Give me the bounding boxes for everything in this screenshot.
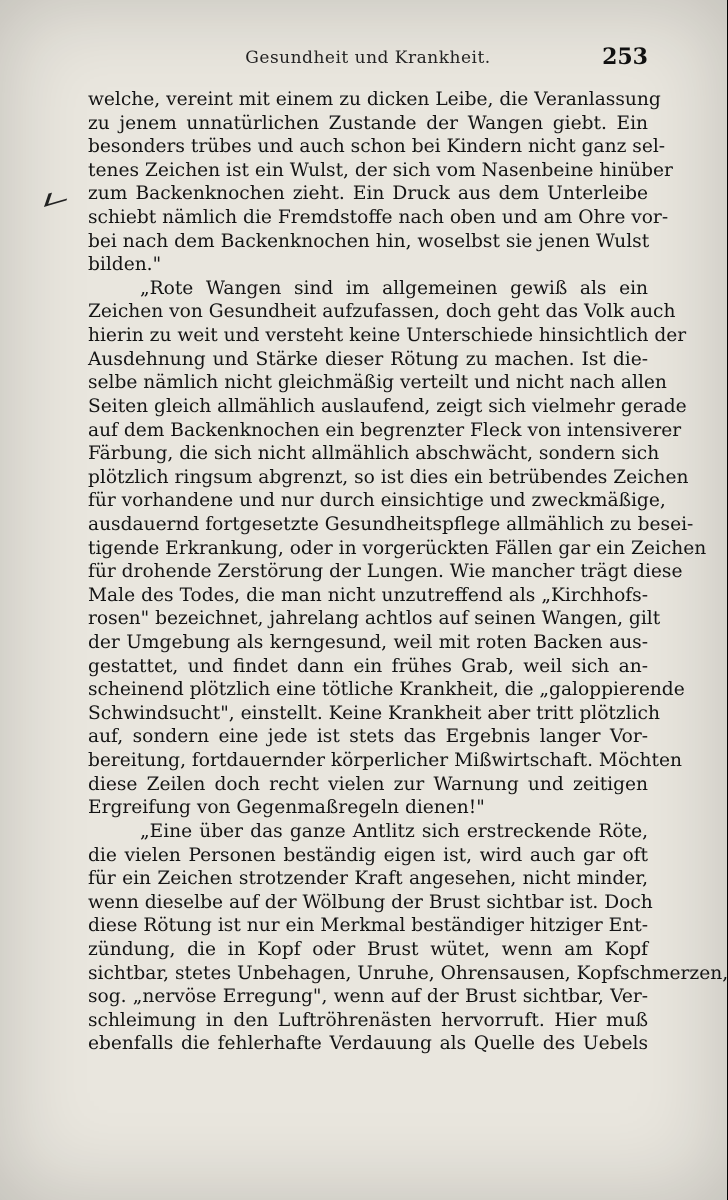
text-line: Ausdehnung und Stärke dieser Rötung zu machen. Ist die-: [88, 348, 648, 370]
text-line: diese Zeilen doch recht vielen zur Warnung und zeitigen: [88, 773, 648, 795]
page-header: [88, 44, 648, 74]
text-line: wenn dieselbe auf der Wölbung der Brust sichtbar ist. Doch: [88, 891, 653, 913]
text-line: welche, vereint mit einem zu dicken Leibe, die Veranlassung: [88, 89, 661, 110]
text-line: die vielen Personen beständig eigen ist, wird auch gar oft: [88, 844, 648, 866]
text-line: der Umgebung als kerngesund, weil mit roten Backen aus-: [88, 632, 648, 654]
text-line: Zeichen von Gesundheit aufzufassen, doch geht das Volk auch: [88, 301, 676, 323]
text-line: Schwindsucht", einstellt. Keine Krankheit aber tritt plötzlich: [88, 702, 660, 724]
text-line: Male des Todes, die man nicht unzutreffend als „Kirchhofs-: [88, 584, 648, 606]
text-line: sichtbar, stetes Unbehagen, Unruhe, Ohrensausen, Kopfschmerzen,: [88, 962, 728, 984]
text-line: Ergreifung von Gegenmaßregeln dienen!": [88, 797, 485, 819]
text-line: bereitung, fortdauernder körperlicher Mißwirtschaft. Möchten: [88, 750, 682, 772]
text-line: tenes Zeichen ist ein Wulst, der sich vom Nasenbeine hinüber: [88, 159, 673, 181]
text-line: tigende Erkrankung, oder in vorgerückten Fällen gar ein Zeichen: [88, 537, 707, 559]
paragraph-start: „Eine über das ganze Antlitz sich erstreckende Röte,: [140, 820, 648, 842]
paragraph-start: „Rote Wangen sind im allgemeinen gewiß als ein: [140, 277, 648, 299]
text-line: Färbung, die sich nicht allmählich abschwächt, sondern sich: [88, 443, 660, 465]
text-line: besonders trübes und auch schon bei Kindern nicht ganz sel-: [88, 136, 666, 158]
text-line: plötzlich ringsum abgrenzt, so ist dies ein betrübendes Zeichen: [88, 466, 689, 488]
text-line: rosen" bezeichnet, jahrelang achtlos auf seinen Wangen, gilt: [88, 608, 661, 630]
text-line: bilden.": [88, 254, 162, 276]
text-line: Seiten gleich allmählich auslaufend, zeigt sich vielmehr gerade: [88, 395, 687, 417]
body-text: [88, 88, 728, 1056]
text-line: scheinend plötzlich eine tötliche Krankheit, die „galoppierende: [88, 679, 685, 701]
text-line: bei nach dem Backenknochen hin, woselbst sie jenen Wulst: [88, 230, 650, 252]
text-line: zu jenem unnatürlichen Zustande der Wangen giebt. Ein: [88, 112, 648, 134]
page-number: 253: [602, 44, 648, 70]
text-line: ebenfalls die fehlerhafte Verdauung als Quelle des Uebels: [88, 1033, 648, 1055]
text-line: zündung, die in Kopf oder Brust wütet, wenn am Kopf: [88, 938, 648, 960]
text-line: zum Backenknochen zieht. Ein Druck aus dem Unterleibe: [88, 183, 648, 205]
text-line: auf dem Backenknochen ein begrenzter Fleck von intensiverer: [88, 419, 682, 441]
running-title: Gesundheit und Krankheit.: [245, 48, 491, 68]
text-line: für drohende Zerstörung der Lungen. Wie mancher trägt diese: [88, 561, 683, 583]
text-line: schleimung in den Luftröhrenästen hervorruft. Hier muß: [88, 1009, 648, 1031]
text-line: diese Rötung ist nur ein Merkmal beständiger hitziger Ent-: [88, 915, 648, 937]
text-line: selbe nämlich nicht gleichmäßig verteilt und nicht nach allen: [88, 372, 667, 394]
text-line: für vorhandene und nur durch einsichtige und zweckmäßige,: [88, 490, 666, 512]
text-line: auf, sondern eine jede ist stets das Ergebnis langer Vor-: [88, 726, 648, 748]
text-line: gestattet, und findet dann ein frühes Grab, weil sich an-: [88, 655, 648, 677]
text-line: schiebt nämlich die Fremdstoffe nach oben und am Ohre vor-: [88, 207, 669, 229]
text-line: hierin zu weit und versteht keine Unterschiede hinsichtlich der: [88, 325, 687, 347]
text-line: sog. „nervöse Erregung", wenn auf der Brust sichtbar, Ver-: [88, 986, 648, 1008]
text-line: ausdauernd fortgesetzte Gesundheitspflege allmählich zu besei-: [88, 513, 694, 535]
margin-pencil-mark: [44, 187, 71, 207]
text-line: für ein Zeichen strotzender Kraft angesehen, nicht minder,: [88, 868, 648, 890]
